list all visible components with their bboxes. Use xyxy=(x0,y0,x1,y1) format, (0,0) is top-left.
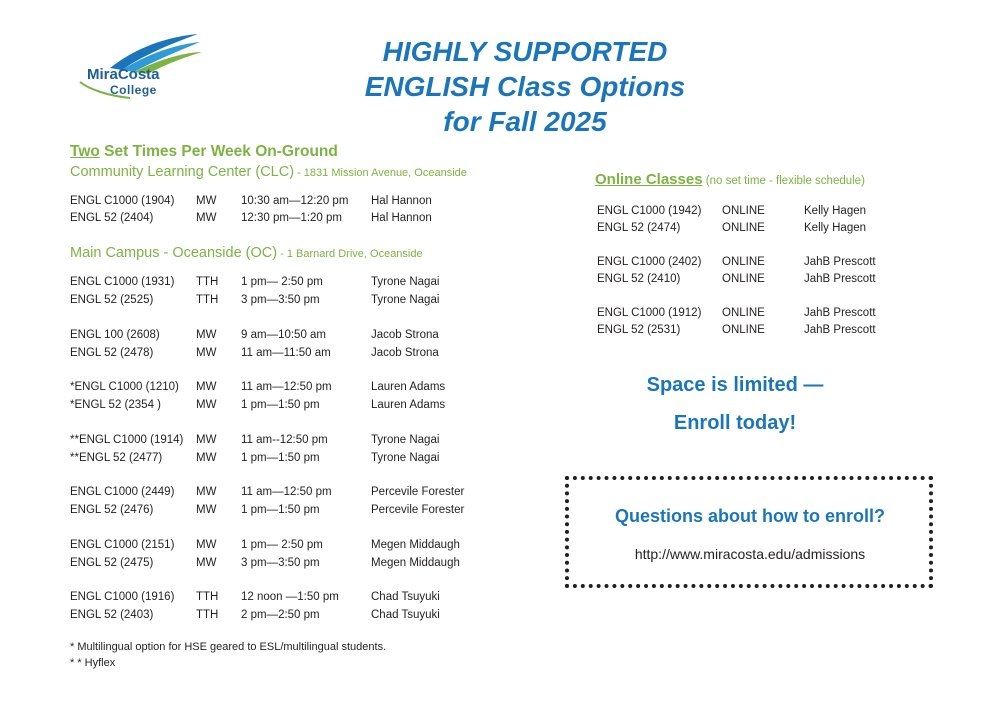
course-cell: **ENGL C1000 (1914) xyxy=(70,433,184,446)
clc-name: Community Learning Center (CLC) xyxy=(70,164,295,180)
days-cell: MW xyxy=(196,381,217,393)
instructor-cell: Chad Tsuyuki xyxy=(371,609,440,621)
online-heading-title: Online Classes xyxy=(595,171,703,188)
time-cell: 11 am—11:50 am xyxy=(241,346,331,359)
instructor-cell: Percevile Forester xyxy=(371,504,465,516)
online-heading xyxy=(595,171,865,188)
title-line-1: HIGHLY SUPPORTED xyxy=(382,36,668,67)
time-cell: 1 pm—1:50 pm xyxy=(241,399,320,411)
time-cell: 1 pm— 2:50 pm xyxy=(241,538,323,551)
days-cell: ONLINE xyxy=(722,324,765,336)
online-heading-note: (no set time - flexible schedule) xyxy=(702,175,865,187)
days-cell: TTH xyxy=(196,609,219,621)
logo-text-miracosta: MiraCosta xyxy=(87,66,160,83)
logo-text-college: College xyxy=(110,83,157,97)
space-limited-text: Space is limited — xyxy=(646,374,824,396)
time-cell: JahB Prescott xyxy=(804,256,876,268)
time-cell: 11 am—12:50 pm xyxy=(241,381,332,393)
instructor-cell: Tyrone Nagai xyxy=(371,433,440,446)
instructor-cell: Hal Hannon xyxy=(371,195,432,207)
course-cell: ENGL C1000 (1904) xyxy=(70,195,175,207)
instructor-cell: Lauren Adams xyxy=(371,399,446,411)
course-cell: ENGL C1000 (2449) xyxy=(70,486,175,498)
days-cell: MW xyxy=(196,538,217,551)
enroll-question-box xyxy=(565,476,933,588)
course-cell: **ENGL 52 (2477) xyxy=(70,451,163,464)
course-cell: ENGL C1000 (1942) xyxy=(597,205,702,217)
days-cell: MW xyxy=(196,504,217,516)
page-title xyxy=(290,34,760,139)
time-cell: 10:30 am—12:20 pm xyxy=(241,195,349,207)
days-cell: MW xyxy=(196,328,217,341)
days-cell: MW xyxy=(196,556,217,569)
course-cell: ENGL 52 (2403) xyxy=(70,609,154,621)
course-cell: ENGL C1000 (1912) xyxy=(597,307,702,319)
time-cell: 1 pm—1:50 pm xyxy=(241,451,320,464)
instructor-cell: Tyrone Nagai xyxy=(371,294,440,306)
days-cell: ONLINE xyxy=(722,273,765,285)
on-ground-heading-underlined: Two xyxy=(70,143,100,160)
instructor-cell: Lauren Adams xyxy=(371,381,446,393)
time-cell: JahB Prescott xyxy=(804,307,876,319)
oc-location xyxy=(70,245,423,261)
enroll-today-text: Enroll today! xyxy=(673,412,797,434)
days-cell: MW xyxy=(196,433,217,446)
admissions-link[interactable]: http://www.miracosta.edu/admissions xyxy=(634,546,866,562)
time-cell: JahB Prescott xyxy=(804,273,876,285)
instructor-cell: Tyrone Nagai xyxy=(371,276,440,288)
instructor-cell: Percevile Forester xyxy=(371,486,465,498)
course-cell: ENGL C1000 (1916) xyxy=(70,591,175,603)
instructor-cell: Megen Middaugh xyxy=(371,556,460,569)
time-cell: Kelly Hagen xyxy=(804,222,867,234)
days-cell: MW xyxy=(196,451,217,464)
instructor-cell: Tyrone Nagai xyxy=(371,451,440,464)
on-ground-heading-rest: Set Times Per Week On-Ground xyxy=(99,143,338,160)
days-cell: MW xyxy=(196,399,217,411)
time-cell: 1 pm—1:50 pm xyxy=(241,504,320,516)
title-line-2: ENGLISH Class Options xyxy=(364,71,686,102)
instructor-cell: Chad Tsuyuki xyxy=(371,591,440,603)
days-cell: ONLINE xyxy=(722,222,765,234)
time-cell: 3 pm—3:50 pm xyxy=(241,556,320,569)
instructor-cell: Jacob Strona xyxy=(371,328,439,341)
course-cell: ENGL 52 (2474) xyxy=(597,222,681,234)
title-line-3: for Fall 2025 xyxy=(443,106,607,137)
days-cell: ONLINE xyxy=(722,307,765,319)
time-cell: 12:30 pm—1:20 pm xyxy=(241,212,343,224)
time-cell: Kelly Hagen xyxy=(804,205,867,217)
course-cell: ENGL 52 (2525) xyxy=(70,294,154,306)
time-cell: 12 noon —1:50 pm xyxy=(241,591,339,603)
oc-address: - 1 Barnard Drive, Oceanside xyxy=(277,248,423,260)
course-cell: ENGL 52 (2404) xyxy=(70,212,154,224)
footnote-hyflex: * * Hyflex xyxy=(70,657,116,669)
days-cell: TTH xyxy=(196,294,219,306)
course-cell: ENGL C1000 (2402) xyxy=(597,256,702,268)
footnote-multilingual: * Multilingual option for HSE geared to ESL/multilingual students. xyxy=(70,641,387,653)
oc-name: Main Campus - Oceanside (OC) xyxy=(70,245,278,261)
course-cell: *ENGL 52 (2354 ) xyxy=(70,399,161,411)
course-cell: ENGL 100 (2608) xyxy=(70,328,160,341)
course-cell: ENGL C1000 (2151) xyxy=(70,538,175,551)
course-cell: ENGL 52 (2476) xyxy=(70,504,154,516)
days-cell: TTH xyxy=(196,276,219,288)
time-cell: 2 pm—2:50 pm xyxy=(241,609,320,621)
course-cell: ENGL 52 (2410) xyxy=(597,273,681,285)
time-cell: JahB Prescott xyxy=(804,324,876,336)
time-cell: 1 pm— 2:50 pm xyxy=(241,276,323,288)
time-cell: 11 am--12:50 pm xyxy=(241,433,328,446)
clc-address: - 1831 Mission Avenue, Oceanside xyxy=(294,167,467,179)
time-cell: 3 pm—3:50 pm xyxy=(241,294,320,306)
clc-location xyxy=(70,164,467,180)
days-cell: TTH xyxy=(196,591,219,603)
days-cell: ONLINE xyxy=(722,205,765,217)
days-cell: MW xyxy=(196,195,217,207)
days-cell: MW xyxy=(196,486,217,498)
days-cell: MW xyxy=(196,346,217,359)
course-cell: ENGL C1000 (1931) xyxy=(70,276,175,288)
course-cell: ENGL 52 (2531) xyxy=(597,324,681,336)
days-cell: MW xyxy=(196,212,217,224)
instructor-cell: Megen Middaugh xyxy=(371,538,460,551)
on-ground-heading xyxy=(70,143,338,161)
days-cell: ONLINE xyxy=(722,256,765,268)
course-cell: ENGL 52 (2478) xyxy=(70,346,154,359)
instructor-cell: Hal Hannon xyxy=(371,212,432,224)
time-cell: 9 am—10:50 am xyxy=(241,328,327,341)
instructor-cell: Jacob Strona xyxy=(371,346,439,359)
course-cell: ENGL 52 (2475) xyxy=(70,556,154,569)
enroll-question: Questions about how to enroll? xyxy=(615,506,885,526)
course-cell: *ENGL C1000 (1210) xyxy=(70,381,179,393)
time-cell: 11 am—12:50 pm xyxy=(241,486,332,498)
